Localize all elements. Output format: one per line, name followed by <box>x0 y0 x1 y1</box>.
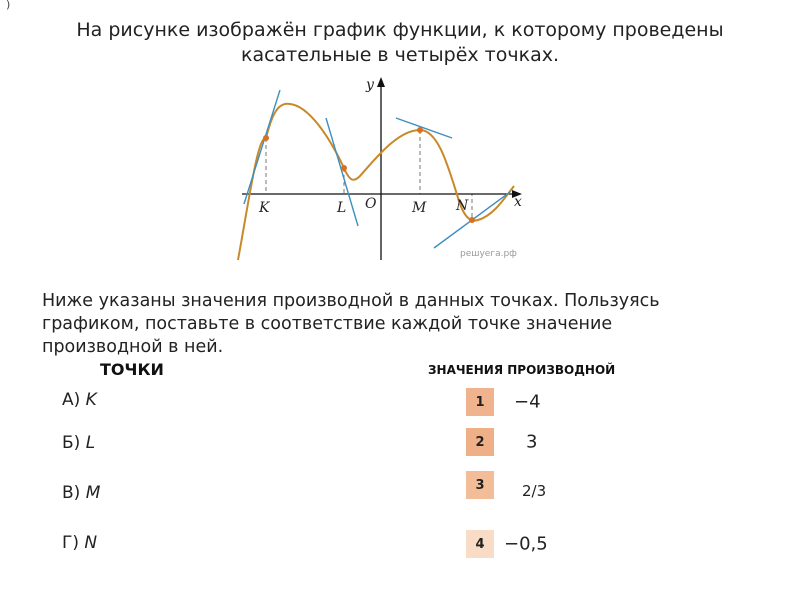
value-number-badge: 1 <box>466 388 494 416</box>
point-option-d <box>62 533 97 553</box>
value-number-badge: 2 <box>466 428 494 456</box>
point-name: L <box>85 433 96 453</box>
point-name: M <box>85 483 101 503</box>
points-header: ТОЧКИ <box>100 360 164 379</box>
point-l <box>341 165 347 171</box>
y-axis-arrow <box>377 77 385 87</box>
label-x: x <box>514 194 522 210</box>
label-origin: O <box>365 196 377 212</box>
point-letter: В) <box>62 483 81 503</box>
point-letter: Г) <box>62 533 79 553</box>
title-line-2: касательные в четырёх точках. <box>240 44 560 66</box>
values-header: ЗНАЧЕНИЯ ПРОИЗВОДНОЙ <box>428 363 616 377</box>
point-k <box>263 135 269 141</box>
point-letter: А) <box>62 390 81 410</box>
point-option-a <box>62 390 97 410</box>
value-option-2 <box>466 427 538 457</box>
point-letter: Б) <box>62 433 81 453</box>
label-k: K <box>259 200 270 216</box>
intro-line-2: графиком, поставьте в соответствие каждой точке значение <box>42 314 613 334</box>
point-name: N <box>84 533 98 553</box>
value-option-4 <box>466 529 548 559</box>
task-description <box>42 290 762 359</box>
intro-line-3: производной в ней. <box>42 337 224 357</box>
value-number-badge: 4 <box>466 530 494 558</box>
function-curve <box>238 104 514 260</box>
watermark: решуега.рф <box>460 249 517 259</box>
point-name: K <box>85 390 97 410</box>
label-n: N <box>456 198 469 214</box>
value-number-badge: 3 <box>466 471 494 499</box>
point-m <box>417 127 423 133</box>
title-line-1: На рисунке изображён график функции, к которому проведены <box>76 19 724 41</box>
point-option-c <box>62 483 100 503</box>
graph-svg <box>228 74 538 266</box>
task-title <box>40 18 760 68</box>
intro-line-1: Ниже указаны значения производной в данных точках. Пользуясь <box>42 291 660 311</box>
value-option-1 <box>466 387 541 417</box>
function-graph <box>228 74 538 266</box>
label-y: y <box>366 77 374 93</box>
corner-mark: ) <box>6 0 11 11</box>
point-n <box>469 217 475 223</box>
label-m: M <box>412 200 427 216</box>
point-option-b <box>62 433 95 453</box>
tangent-k <box>244 90 280 204</box>
value-text: 3 <box>526 431 538 453</box>
value-text: 2/3 <box>522 482 547 500</box>
value-option-3 <box>466 470 547 500</box>
value-text: −4 <box>514 391 541 413</box>
value-text: −0,5 <box>504 533 548 555</box>
label-l: L <box>337 200 347 216</box>
